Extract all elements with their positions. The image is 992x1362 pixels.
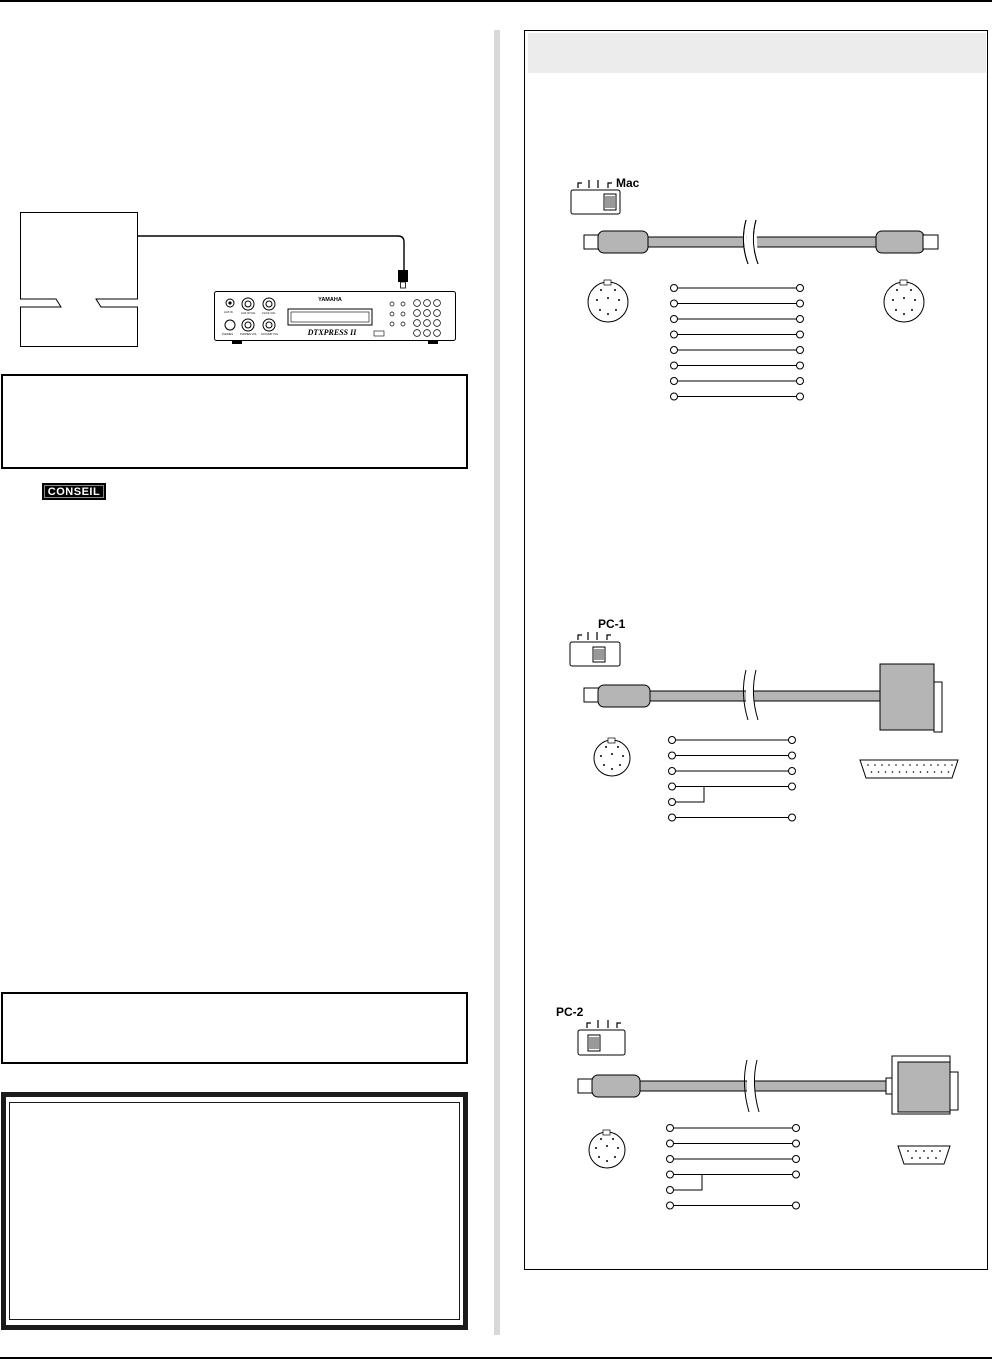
wire-terminal xyxy=(789,737,796,744)
wire-terminal xyxy=(797,285,804,292)
warning-box-inner xyxy=(9,1102,460,1320)
wire-terminal xyxy=(797,316,804,323)
note-box-2 xyxy=(1,992,468,1064)
wire-terminal xyxy=(797,331,804,338)
wire-terminal xyxy=(671,285,678,292)
din-8pin-left xyxy=(588,280,628,322)
pc1-cable-diagram xyxy=(566,630,966,830)
wire-terminal xyxy=(797,300,804,307)
wire-terminal xyxy=(789,783,796,790)
wire-terminal xyxy=(671,378,678,385)
wire-terminal xyxy=(669,814,676,821)
wire-bridge xyxy=(676,787,705,803)
wire-terminal xyxy=(667,1187,674,1194)
wire-terminal xyxy=(793,1125,800,1132)
svg-text:PHONES VOL: PHONES VOL xyxy=(240,333,257,336)
pc2-cable-diagram xyxy=(566,1018,966,1223)
wire-terminal xyxy=(793,1156,800,1163)
wire-terminal xyxy=(671,300,678,307)
svg-text:ACCOMP VOL: ACCOMP VOL xyxy=(261,333,279,336)
wire-terminal xyxy=(797,362,804,369)
switch-knob-pc2 xyxy=(588,1035,600,1051)
wire-terminal xyxy=(793,1171,800,1178)
db25-connector xyxy=(860,760,958,778)
computer-illustration xyxy=(20,212,138,347)
wire-terminal xyxy=(793,1202,800,1209)
device-brand: YAMAHA xyxy=(318,297,342,303)
wire-terminal xyxy=(669,783,676,790)
switch-label-pc1: PC-1 xyxy=(598,617,626,631)
wire-terminal xyxy=(789,752,796,759)
wire-terminal xyxy=(669,768,676,775)
svg-text:PHONES: PHONES xyxy=(222,333,233,336)
svg-text:AUX IN: AUX IN xyxy=(224,311,233,314)
mac-cable-diagram xyxy=(570,176,950,406)
wire-terminal xyxy=(789,814,796,821)
wire-terminal xyxy=(667,1202,674,1209)
wire-terminal xyxy=(671,393,678,400)
column-separator xyxy=(494,30,500,1335)
top-rule xyxy=(0,0,992,2)
wire-terminal xyxy=(667,1125,674,1132)
wire-terminal xyxy=(669,737,676,744)
device-model: DTXPRESS II xyxy=(307,328,357,337)
switch-label-pc2: PC-2 xyxy=(556,1005,584,1019)
wire-terminal xyxy=(797,378,804,385)
wire-terminal xyxy=(669,799,676,806)
db9-connector xyxy=(898,1146,950,1164)
wire-terminal xyxy=(793,1140,800,1147)
wire-terminal xyxy=(667,1171,674,1178)
din-8pin-pc2 xyxy=(589,1130,625,1168)
tip-badge: CONSEIL xyxy=(42,483,106,500)
drum-module-illustration xyxy=(214,291,456,345)
wire-terminal xyxy=(667,1140,674,1147)
switch-knob-mac xyxy=(604,194,616,210)
wire-terminal xyxy=(669,752,676,759)
wire-terminal xyxy=(671,316,678,323)
wire-terminal xyxy=(667,1156,674,1163)
bottom-rule xyxy=(0,1357,992,1359)
svg-text:CLICK VOL: CLICK VOL xyxy=(262,312,276,315)
switch-label-mac: Mac xyxy=(616,176,640,190)
switch-knob-pc1 xyxy=(593,647,605,662)
din-8pin-pc1 xyxy=(594,738,630,776)
wire-terminal xyxy=(671,347,678,354)
wire-terminal xyxy=(797,393,804,400)
svg-text:AUX IN VOL: AUX IN VOL xyxy=(241,312,256,315)
note-box xyxy=(1,374,468,469)
wire-bridge xyxy=(674,1175,703,1191)
wire-terminal xyxy=(797,347,804,354)
wire-terminal xyxy=(671,362,678,369)
cable-plug xyxy=(398,270,408,282)
din-8pin-right xyxy=(884,280,924,322)
panel-header xyxy=(528,33,986,73)
wire-terminal xyxy=(789,768,796,775)
wire-terminal xyxy=(671,331,678,338)
midi-cable-line xyxy=(136,230,426,300)
